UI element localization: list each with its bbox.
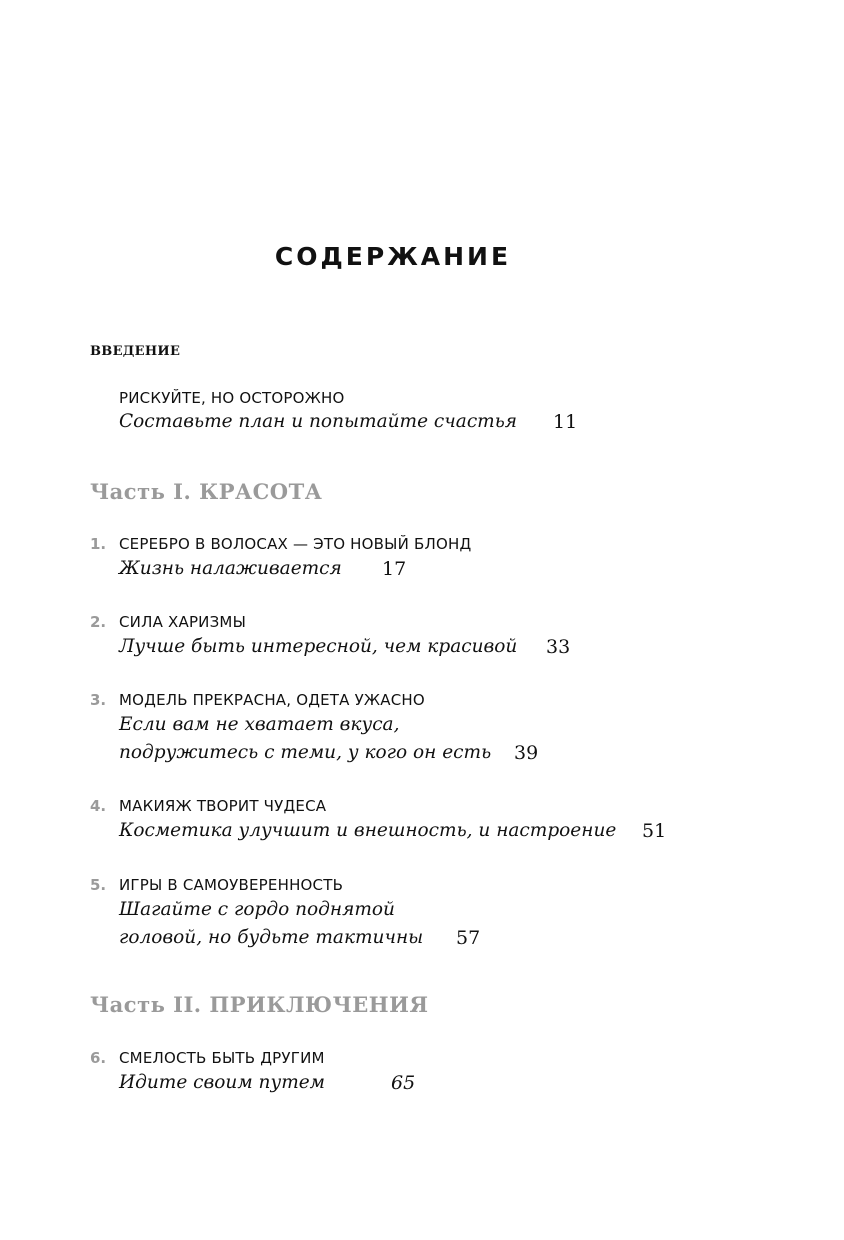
chapter-5-subtitle-line-1: Шагайте с гордо поднятой [119, 899, 395, 920]
page-title: СОДЕРЖАНИЕ [274, 242, 512, 271]
chapter-1-subtitle: Жизнь налаживается [119, 558, 342, 579]
chapter-3-heading: МОДЕЛЬ ПРЕКРАСНА, ОДЕТА УЖАСНО [119, 691, 425, 709]
chapter-5-subtitle-line-2: головой, но будьте тактичны [119, 927, 424, 948]
chapter-1-heading: СЕРЕБРО В ВОЛОСАХ — ЭТО НОВЫЙ БЛОНД [119, 535, 472, 553]
chapter-3-subtitle-line-1: Если вам не хватает вкуса, [119, 714, 400, 735]
chapter-4-subtitle: Косметика улучшит и внешность, и настроение [119, 820, 617, 841]
chapter-5-heading: ИГРЫ В САМОУВЕРЕННОСТЬ [119, 876, 344, 894]
intro-heading: РИСКУЙТЕ, НО ОСТОРОЖНО [119, 389, 345, 407]
chapter-6-number: 6. [90, 1049, 107, 1067]
intro-subtitle: Составьте план и попытайте счастья [119, 411, 518, 432]
chapter-1-number: 1. [90, 535, 107, 553]
chapter-5-page-number: 57 [456, 927, 481, 949]
chapter-1-page-number: 17 [382, 558, 407, 580]
chapter-2-heading: СИЛА ХАРИЗМЫ [119, 613, 246, 631]
chapter-3-number: 3. [90, 691, 107, 709]
chapter-2-subtitle: Лучше быть интересной, чем красивой [119, 636, 518, 657]
part-2-title: Часть II. ПРИКЛЮЧЕНИЯ [90, 992, 429, 1017]
chapter-6-heading: СМЕЛОСТЬ БЫТЬ ДРУГИМ [119, 1049, 325, 1067]
chapter-3-subtitle-line-2: подружитесь с теми, у кого он есть [119, 742, 492, 763]
chapter-4-heading: МАКИЯЖ ТВОРИТ ЧУДЕСА [119, 797, 327, 815]
chapter-4-page-number: 51 [642, 820, 667, 842]
chapter-4-number: 4. [90, 797, 107, 815]
chapter-6-page-number: 65 [391, 1072, 416, 1094]
part-1-title: Часть I. КРАСОТА [90, 479, 323, 504]
chapter-5-number: 5. [90, 876, 107, 894]
chapter-2-number: 2. [90, 613, 107, 631]
intro-label: ВВЕДЕНИЕ [90, 344, 181, 359]
intro-page-number: 11 [553, 411, 578, 433]
chapter-2-page-number: 33 [546, 636, 571, 658]
chapter-3-page-number: 39 [514, 742, 539, 764]
chapter-6-subtitle: Идите своим путем [119, 1072, 326, 1093]
